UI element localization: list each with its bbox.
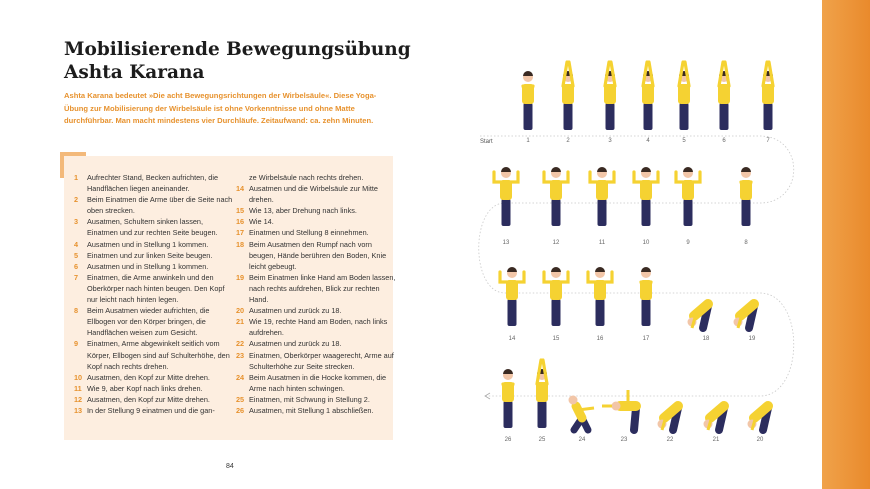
pose-number-label: 19 (748, 336, 756, 342)
pose-number-label: 25 (538, 437, 546, 443)
step-text: Aufrechter Stand, Becken aufrichten, die Handflächen liegen aneinander. (87, 173, 219, 194)
step-text: Wie 14. (249, 217, 274, 227)
pose-figure-8 (740, 167, 752, 226)
step-text: Einatmen und Stellung 8 einnehmen. (249, 228, 369, 238)
step-text: Ausatmen und in Stellung 1 kommen. (87, 239, 209, 249)
title-line-2: Ashta Karana (64, 62, 205, 83)
step-text: Beim Ausatmen den Rumpf nach vorn beugen, Hände berühren den Boden, Knie leicht gebeugt. (249, 239, 387, 271)
pose-number-label: 18 (702, 336, 710, 342)
pose-number-label: 13 (502, 240, 510, 246)
pose-number-label: 9 (686, 240, 690, 246)
step-text: Beim Ausatmen wieder aufrichten, die Ellbogen vor den Körper bringen, die Handflächen weisen zum Gesicht. (87, 306, 210, 338)
step-number: 21 (236, 317, 245, 327)
step-item (74, 250, 234, 261)
step-text: Ausatmen und zurück zu 18. (249, 339, 342, 349)
step-item (236, 316, 396, 338)
pose-number-label: 1 (526, 138, 530, 144)
step-item (236, 239, 396, 272)
step-item (74, 405, 234, 416)
step-item (236, 394, 396, 405)
step-item (74, 372, 234, 383)
step-item (236, 227, 396, 238)
step-text: Ausatmen und zurück zu 18. (249, 306, 342, 316)
step-item (236, 172, 396, 183)
step-item (74, 383, 234, 394)
pose-number-label: 16 (596, 336, 604, 342)
pose-number-label: 11 (598, 240, 606, 246)
step-number: 7 (74, 272, 79, 282)
step-number: 8 (74, 306, 79, 316)
step-number: 13 (74, 405, 83, 415)
step-item (74, 305, 234, 338)
pose-figure-15 (544, 267, 568, 326)
pose-figure-11 (590, 167, 614, 226)
intro-text: Ashta Karana bedeutet »Die acht Bewegungsrichtungen der Wirbelsäule«. Diese Yoga-Übung zur Mobilisierung der Wirbelsäule ist ohne Vorkenntnisse und ohne Matte durchführbar. Man macht mindestens vier Durchläufe. Zeitaufwand: ca. zehn Minuten. (64, 91, 377, 125)
pose-figure-25 (536, 360, 548, 428)
step-text: Ausatmen und die Wirbelsäule zur Mitte drehen. (249, 184, 378, 205)
pose-figure-4 (642, 62, 654, 130)
pose-number-label: 21 (712, 437, 720, 443)
step-number: 20 (236, 306, 245, 316)
pose-number-label: 8 (744, 240, 748, 246)
page-number: 84 (226, 463, 234, 470)
step-number: 19 (236, 272, 245, 282)
step-text: Wie 9, aber Kopf nach links drehen. (87, 383, 203, 393)
step-item (236, 338, 396, 349)
pose-figure-6 (718, 62, 730, 130)
page-title (64, 38, 424, 84)
step-number: 4 (74, 239, 79, 249)
step-text: Ausatmen, den Kopf zur Mitte drehen. (87, 372, 210, 382)
pose-number-label: 6 (722, 138, 726, 144)
step-text: Ausatmen, mit Stellung 1 abschließen. (249, 405, 374, 415)
pose-number-label: 3 (608, 138, 612, 144)
step-item (74, 338, 234, 371)
pose-figure-12 (544, 167, 568, 226)
step-text: Beim Ausatmen in die Hocke kommen, die Arme nach hinten schwingen. (249, 372, 387, 393)
step-item (74, 216, 234, 238)
pose-figure-19 (734, 304, 755, 328)
step-number: 25 (236, 394, 245, 404)
step-text: Einatmen, mit Schwung in Stellung 2. (249, 394, 370, 404)
step-number: 10 (74, 372, 83, 382)
pose-figure-24 (569, 396, 595, 431)
step-text: Ausatmen, Schultern sinken lassen, Einatmen und zur rechten Seite beugen. (87, 217, 218, 238)
pose-figure-5 (678, 62, 690, 130)
step-item (74, 172, 234, 194)
step-text: ze Wirbelsäule nach rechts drehen. (249, 173, 364, 182)
pose-sequence-diagram (460, 38, 820, 448)
pose-figure-26 (502, 369, 514, 428)
start-label: Start (480, 139, 493, 145)
step-number: 15 (236, 206, 245, 216)
pose-figure-21 (704, 406, 725, 430)
pose-number-label: 24 (578, 437, 586, 443)
step-text: Ausatmen, den Kopf zur Mitte drehen. (87, 394, 210, 404)
pose-number-label: 22 (666, 437, 674, 443)
step-text: Einatmen und zur linken Seite beugen. (87, 250, 213, 260)
pose-number-label: 23 (620, 437, 628, 443)
step-number: 2 (74, 195, 79, 205)
pose-number-label: 20 (756, 437, 764, 443)
step-item (74, 394, 234, 405)
step-item (74, 239, 234, 250)
step-text: In der Stellung 9 einatmen und die gan- (87, 405, 215, 415)
pose-number-label: 15 (552, 336, 560, 342)
step-item (236, 372, 396, 394)
pose-figure-20 (748, 406, 769, 430)
pose-figure-2 (562, 62, 574, 130)
step-text: Beim Einatmen die Arme über die Seite nach oben strecken. (87, 195, 233, 216)
pose-figure-16 (588, 267, 612, 326)
step-text: Einatmen, Oberkörper waagerecht, Arme auf Schulterhöhe zur Seite strecken. (249, 350, 394, 371)
step-number: 5 (74, 250, 79, 260)
step-number: 9 (74, 339, 79, 349)
step-item (236, 216, 396, 227)
step-text: Einatmen, die Arme anwinkeln und den Oberkörper nach hinten beugen. Den Kopf nur leicht nach hinten legen. (87, 272, 225, 305)
pose-figure-9 (676, 167, 700, 226)
pose-figure-7 (762, 62, 774, 130)
step-number: 22 (236, 339, 245, 349)
pose-figure-10 (634, 167, 658, 226)
steps-column-2 (236, 172, 396, 416)
step-number: 18 (236, 239, 245, 249)
step-item (74, 261, 234, 272)
box-corner-accent-vertical (60, 152, 64, 178)
step-number: 6 (74, 261, 79, 271)
step-text: Ausatmen und in Stellung 1 kommen. (87, 261, 209, 271)
pose-figure-14 (500, 267, 524, 326)
title-line-1: Mobilisierende Bewegungsübung (64, 39, 411, 60)
step-item (236, 272, 396, 305)
page-edge-band (822, 0, 870, 489)
step-number: 1 (74, 173, 79, 182)
step-item (74, 272, 234, 305)
pose-figure-18 (688, 304, 709, 328)
pose-number-label: 2 (566, 138, 570, 144)
pose-figure-3 (604, 62, 616, 130)
step-number: 11 (74, 383, 82, 393)
step-number: 26 (236, 405, 245, 415)
pose-number-label: 14 (508, 336, 516, 342)
pose-number-label: 12 (552, 240, 560, 246)
step-text: Wie 19, rechte Hand am Boden, nach links aufdrehen. (249, 317, 388, 338)
pose-number-label: 10 (642, 240, 650, 246)
pose-number-label: 7 (766, 138, 770, 144)
steps-column-1 (74, 172, 234, 416)
step-item (236, 183, 396, 205)
step-item (236, 305, 396, 316)
step-number: 3 (74, 217, 79, 227)
pose-figure-13 (494, 167, 518, 226)
step-number: 24 (236, 372, 245, 382)
step-number: 23 (236, 350, 245, 360)
step-number: 12 (74, 394, 83, 404)
pose-number-label: 5 (682, 138, 686, 144)
step-number: 16 (236, 217, 245, 227)
step-item (236, 205, 396, 216)
pose-number-label: 17 (642, 336, 650, 342)
step-number: 17 (236, 228, 245, 238)
step-item (236, 350, 396, 372)
step-number: 14 (236, 184, 245, 194)
pose-number-label: 4 (646, 138, 650, 144)
pose-number-label: 26 (504, 437, 512, 443)
step-text: Wie 13, aber Drehung nach links. (249, 206, 357, 216)
step-item (236, 405, 396, 416)
step-item (74, 194, 234, 216)
step-text: Beim Einatmen linke Hand am Boden lassen, nach rechts aufdrehen, Blick zur rechten Hand. (249, 272, 396, 305)
pose-figure-17 (640, 267, 652, 326)
pose-figure-22 (658, 406, 679, 430)
pose-figure-1 (522, 71, 534, 130)
step-text: Einatmen, Arme abgewinkelt seitlich vom Körper, Ellbogen sind auf Schulterhöhe, den Kopf nach rechts drehen. (87, 339, 230, 371)
